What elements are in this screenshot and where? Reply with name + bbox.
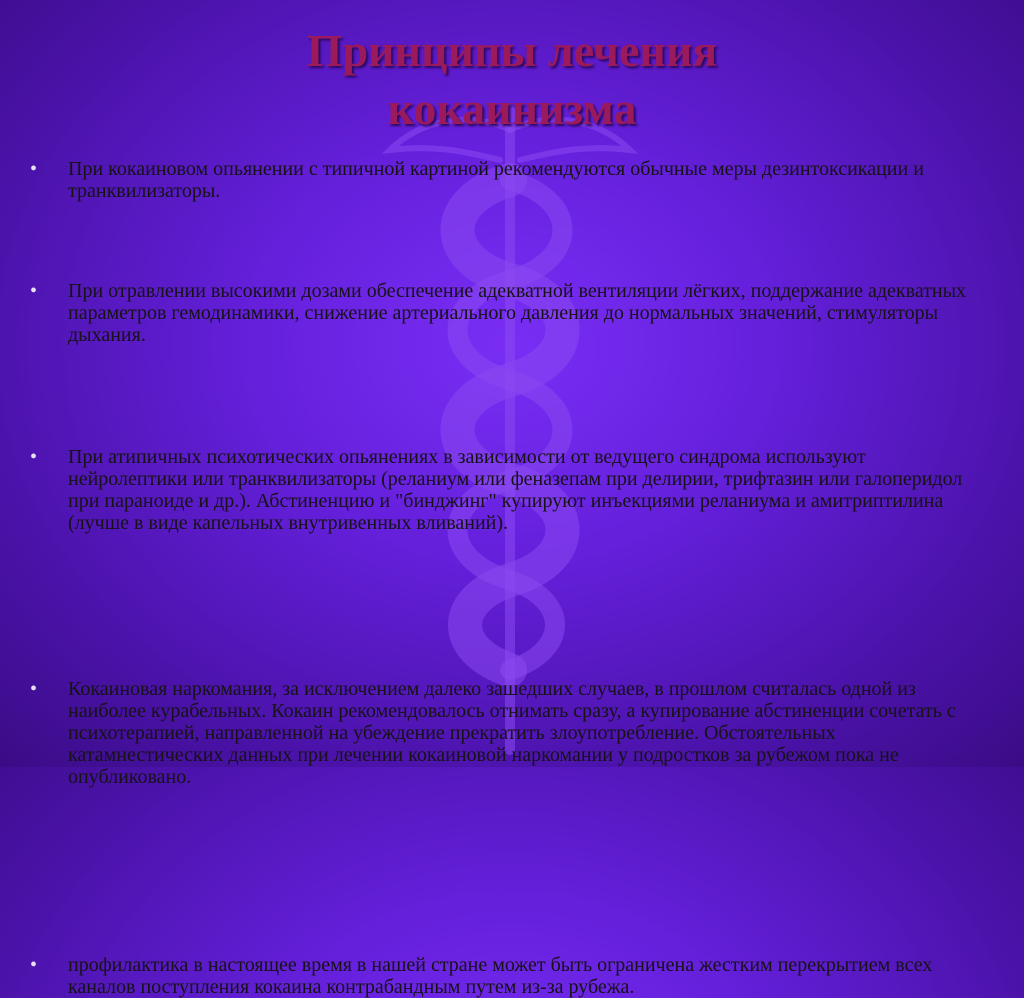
bullet-item-3 (30, 446, 990, 534)
bullet-icon: • (30, 954, 38, 976)
bullet-text: При кокаиновом опьянении с типичной картиной рекомендуются обычные меры дезинтоксикации и транквилизаторы. (68, 158, 924, 202)
bullet-icon: • (30, 678, 38, 700)
bullet-text: Кокаиновая наркомания, за исключением далеко зашедших случаев, в прошлом считалась одной из наиболее курабельных. Кокаин рекомендовалось отнимать сразу, а купирование абстиненции сочетать с психотерапией, направленной на убеждение прекратить злоупотребление. Обстоятельных катамнестических данных при лечении кокаиновой наркомании у подростков за рубежом пока не опубликовано. (68, 678, 956, 788)
slide-title (0, 22, 1024, 138)
bullet-item-5 (30, 954, 990, 998)
bullet-text: При атипичных психотических опьянениях в зависимости от ведущего синдрома используют нейролептики или транквилизаторы (реланиум или феназепам при делирии, трифтазин или галоперидол при параноиде и др.). Абстиненцию и "бинджинг" купируют инъекциями реланиума и амитриптилина (лучше в виде капельных внутривенных вливаний). (68, 446, 963, 534)
bullet-text: профилактика в настоящее время в нашей стране может быть ограничена жестким перекрытием всех каналов поступления кокаина контрабандным путем из-за рубежа. (68, 954, 933, 998)
slide-title-line-2: кокаинизма (387, 83, 637, 134)
bullet-icon: • (30, 280, 38, 302)
bullet-item-2 (30, 280, 990, 346)
bullet-icon: • (30, 446, 38, 468)
bullet-item-1 (30, 158, 990, 202)
bullet-item-4 (30, 678, 990, 788)
slide-title-line-1: Принципы лечения (306, 25, 718, 76)
bullet-list (30, 158, 990, 998)
bullet-icon: • (30, 158, 38, 180)
bullet-text: При отравлении высокими дозами обеспечение адекватной вентиляции лёгких, поддержание адекватных параметров гемодинамики, снижение артериального давления до нормальных значений, стимуляторы дыхания. (68, 280, 967, 346)
